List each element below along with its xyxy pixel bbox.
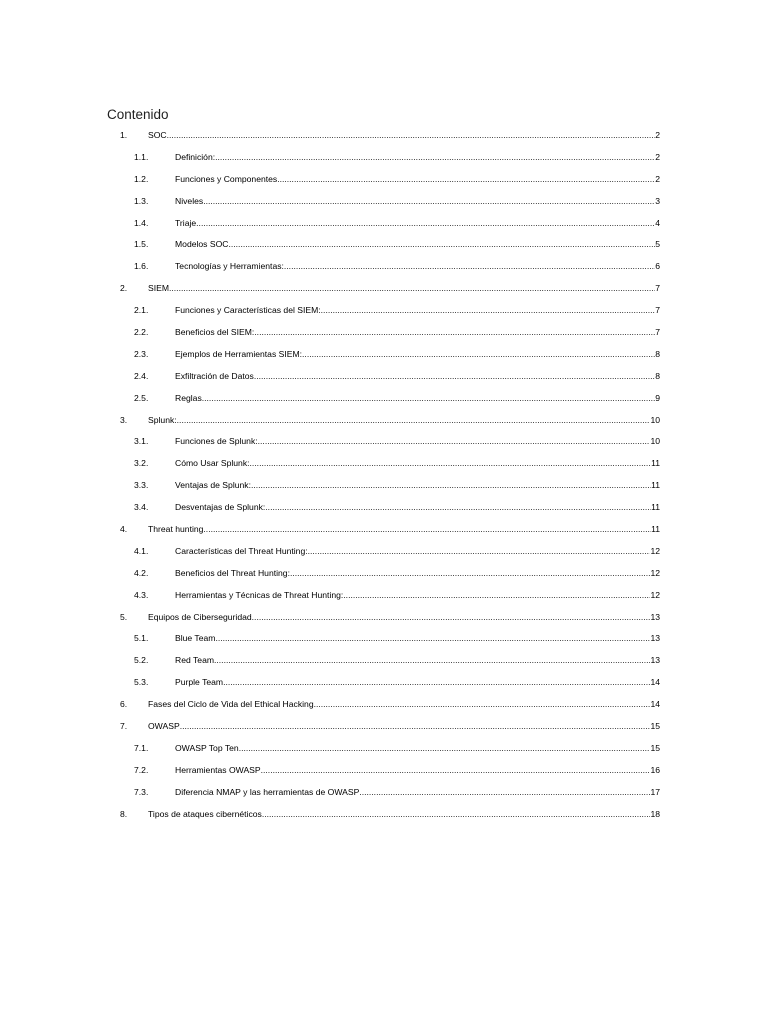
toc-dot-leader bbox=[265, 502, 651, 512]
toc-entry-number: 2. bbox=[120, 283, 128, 294]
toc-dot-leader bbox=[203, 524, 651, 534]
toc-entry-title[interactable]: Funciones de Splunk: bbox=[175, 436, 258, 447]
toc-entry-number: 8. bbox=[120, 808, 128, 819]
toc-dot-leader bbox=[321, 305, 656, 315]
toc-entry[interactable] bbox=[0, 540, 768, 562]
toc-entry-page[interactable]: 10 bbox=[650, 436, 660, 447]
toc-dot-leader bbox=[261, 765, 651, 775]
toc-entry-line bbox=[148, 415, 660, 425]
toc-entry-line bbox=[175, 546, 660, 556]
toc-dot-leader bbox=[215, 633, 650, 643]
toc-entry-title[interactable]: SIEM bbox=[148, 283, 170, 294]
toc-entry-line bbox=[175, 677, 660, 687]
toc-dot-leader bbox=[214, 655, 650, 665]
toc-entry-number: 5.1. bbox=[134, 633, 149, 644]
toc-entry[interactable] bbox=[0, 190, 768, 212]
toc-entry-line bbox=[175, 743, 660, 753]
toc-entry-title[interactable]: Herramientas y Técnicas de Threat Hunting: bbox=[175, 589, 344, 600]
toc-dot-leader bbox=[169, 283, 655, 293]
toc-entry[interactable] bbox=[0, 803, 768, 825]
toc-dot-leader bbox=[177, 415, 651, 425]
toc-list bbox=[0, 124, 768, 825]
toc-dot-leader bbox=[254, 371, 655, 381]
toc-entry-title[interactable]: Fases del Ciclo de Vida del Ethical Hacking bbox=[148, 699, 314, 710]
toc-entry-line bbox=[148, 809, 660, 819]
toc-entry-title[interactable]: Modelos SOC bbox=[175, 239, 229, 250]
toc-entry-line bbox=[175, 152, 660, 162]
toc-entry[interactable] bbox=[0, 496, 768, 518]
toc-entry-number: 5.2. bbox=[134, 655, 149, 666]
toc-dot-leader bbox=[202, 393, 655, 403]
toc-entry-line bbox=[175, 261, 660, 271]
toc-entry[interactable] bbox=[0, 584, 768, 606]
toc-dot-leader bbox=[223, 677, 650, 687]
toc-entry[interactable] bbox=[0, 606, 768, 628]
toc-entry-number: 7.3. bbox=[134, 786, 149, 797]
toc-entry-number: 4.3. bbox=[134, 589, 149, 600]
toc-entry-line bbox=[175, 196, 660, 206]
toc-entry-title[interactable]: Niveles bbox=[175, 195, 204, 206]
toc-entry-line bbox=[175, 458, 660, 468]
toc-entry-line bbox=[148, 612, 660, 622]
toc-entry-line bbox=[175, 393, 660, 403]
toc-entry[interactable] bbox=[0, 781, 768, 803]
toc-dot-leader bbox=[252, 612, 651, 622]
toc-dot-leader bbox=[167, 130, 656, 140]
toc-entry-line bbox=[148, 130, 660, 140]
toc-entry[interactable] bbox=[0, 365, 768, 387]
toc-entry-page[interactable]: 12 bbox=[650, 567, 660, 578]
toc-entry-number: 1. bbox=[120, 130, 128, 140]
toc-entry-page[interactable]: 15 bbox=[650, 742, 660, 753]
toc-entry[interactable] bbox=[0, 474, 768, 496]
toc-entry[interactable] bbox=[0, 452, 768, 474]
toc-entry-line bbox=[175, 502, 660, 512]
toc-entry-line bbox=[148, 524, 660, 534]
toc-entry-title[interactable]: Triaje bbox=[175, 217, 197, 228]
toc-entry-title[interactable]: Tipos de ataques cibernéticos bbox=[148, 808, 262, 819]
toc-entry-line bbox=[148, 721, 660, 731]
toc-entry-page[interactable]: 3 bbox=[655, 195, 660, 206]
toc-entry-number: 4. bbox=[120, 524, 128, 535]
toc-entry-page[interactable]: 11 bbox=[651, 502, 660, 513]
toc-dot-leader bbox=[250, 458, 652, 468]
toc-entry-line bbox=[148, 283, 660, 293]
toc-dot-leader bbox=[203, 196, 655, 206]
toc-entry-number: 3.3. bbox=[134, 480, 149, 491]
toc-entry[interactable] bbox=[0, 321, 768, 343]
toc-entry-line bbox=[175, 239, 660, 249]
toc-entry-line bbox=[175, 436, 660, 446]
toc-dot-leader bbox=[254, 327, 655, 337]
toc-entry-page[interactable]: 7 bbox=[655, 283, 660, 294]
toc-entry-number: 2.3. bbox=[134, 348, 149, 359]
toc-entry-title[interactable]: Cómo Usar Splunk: bbox=[175, 458, 250, 469]
toc-entry-page[interactable]: 11 bbox=[651, 458, 660, 469]
toc-dot-leader bbox=[180, 721, 651, 731]
toc-entry-title[interactable]: Splunk: bbox=[148, 414, 177, 425]
toc-entry[interactable] bbox=[0, 649, 768, 671]
toc-entry-title[interactable]: Threat hunting bbox=[148, 524, 204, 535]
toc-dot-leader bbox=[277, 174, 655, 184]
toc-entry[interactable] bbox=[0, 671, 768, 693]
toc-entry-number: 3.1. bbox=[134, 436, 149, 447]
toc-entry-title[interactable]: OWASP Top Ten bbox=[175, 742, 239, 753]
toc-entry-number: 1.4. bbox=[134, 217, 149, 228]
toc-entry-title[interactable]: Herramientas OWASP bbox=[175, 764, 261, 775]
toc-entry-line bbox=[175, 349, 660, 359]
toc-entry[interactable] bbox=[0, 299, 768, 321]
toc-entry-title[interactable]: Equipos de Ciberseguridad bbox=[148, 611, 252, 622]
toc-entry-number: 5.3. bbox=[134, 677, 149, 688]
toc-entry-line bbox=[148, 699, 660, 709]
toc-entry-title[interactable]: Funciones y Características del SIEM: bbox=[175, 305, 321, 316]
toc-entry-page[interactable]: 15 bbox=[650, 721, 660, 732]
toc-entry-line bbox=[175, 305, 660, 315]
toc-entry-line bbox=[175, 371, 660, 381]
toc-entry-page[interactable]: 5 bbox=[655, 239, 660, 250]
toc-dot-leader bbox=[239, 743, 651, 753]
toc-entry[interactable] bbox=[0, 343, 768, 365]
toc-entry-page[interactable]: 13 bbox=[650, 655, 660, 666]
toc-entry-title[interactable]: Ejemplos de Herramientas SIEM: bbox=[175, 348, 303, 359]
toc-entry-line bbox=[175, 568, 660, 578]
toc-entry-line bbox=[175, 174, 660, 184]
toc-entry-line bbox=[175, 633, 660, 643]
toc-entry-title[interactable]: Reglas bbox=[175, 392, 202, 403]
toc-dot-leader bbox=[359, 787, 650, 797]
toc-dot-leader bbox=[196, 218, 655, 228]
toc-entry-number: 2.2. bbox=[134, 327, 149, 338]
toc-entry[interactable] bbox=[0, 562, 768, 584]
toc-entry-number: 3.4. bbox=[134, 502, 149, 513]
toc-entry-title[interactable]: Diferencia NMAP y las herramientas de OWASP bbox=[175, 786, 360, 797]
toc-entry-page[interactable]: 6 bbox=[655, 261, 660, 272]
toc-entry-page[interactable]: 10 bbox=[650, 414, 660, 425]
toc-entry-page[interactable]: 7 bbox=[655, 327, 660, 338]
toc-entry[interactable] bbox=[0, 430, 768, 452]
toc-entry-page[interactable]: 14 bbox=[650, 677, 660, 688]
toc-entry[interactable] bbox=[0, 627, 768, 649]
toc-entry-title[interactable]: Definición: bbox=[175, 151, 216, 162]
toc-entry-number: 7.1. bbox=[134, 742, 149, 753]
toc-entry-title[interactable]: Blue Team bbox=[175, 633, 216, 644]
toc-entry[interactable] bbox=[0, 693, 768, 715]
toc-entry-page[interactable]: 11 bbox=[651, 524, 660, 535]
toc-entry-page[interactable]: 4 bbox=[655, 217, 660, 228]
toc-dot-leader bbox=[314, 699, 651, 709]
toc-entry[interactable] bbox=[0, 387, 768, 409]
toc-dot-leader bbox=[251, 480, 651, 490]
toc-entry-page[interactable]: 18 bbox=[650, 808, 660, 819]
toc-entry[interactable] bbox=[0, 212, 768, 234]
toc-entry-page[interactable]: 7 bbox=[655, 305, 660, 316]
toc-entry-title[interactable]: Purple Team bbox=[175, 677, 224, 688]
toc-dot-leader bbox=[229, 239, 656, 249]
toc-entry-number: 4.2. bbox=[134, 567, 149, 578]
toc-entry-title[interactable]: OWASP bbox=[148, 721, 180, 732]
toc-dot-leader bbox=[343, 590, 650, 600]
toc-entry-number: 7.2. bbox=[134, 764, 149, 775]
toc-entry-page[interactable]: 17 bbox=[650, 786, 660, 797]
toc-entry[interactable] bbox=[0, 124, 768, 146]
toc-entry-number: 1.2. bbox=[134, 173, 149, 184]
toc-entry-number: 1.6. bbox=[134, 261, 149, 272]
toc-dot-leader bbox=[215, 152, 655, 162]
toc-entry[interactable] bbox=[0, 168, 768, 190]
toc-entry-page[interactable]: 11 bbox=[651, 480, 660, 491]
toc-entry[interactable] bbox=[0, 409, 768, 431]
toc-entry-line bbox=[175, 787, 660, 797]
toc-entry-number: 3.2. bbox=[134, 458, 149, 469]
toc-dot-leader bbox=[284, 261, 655, 271]
toc-entry[interactable] bbox=[0, 715, 768, 737]
toc-dot-leader bbox=[262, 809, 651, 819]
toc-entry-number: 7. bbox=[120, 721, 128, 732]
toc-entry-line bbox=[175, 590, 660, 600]
toc-entry-title[interactable]: Características del Threat Hunting: bbox=[175, 545, 308, 556]
toc-entry-page[interactable]: 2 bbox=[655, 130, 660, 140]
toc-entry-number: 6. bbox=[120, 699, 128, 710]
toc-entry-number: 2.5. bbox=[134, 392, 149, 403]
toc-entry-line bbox=[175, 765, 660, 775]
toc-entry-page[interactable]: 13 bbox=[650, 633, 660, 644]
toc-entry-page[interactable]: 9 bbox=[655, 392, 660, 403]
toc-dot-leader bbox=[258, 436, 651, 446]
toc-dot-leader bbox=[308, 546, 651, 556]
toc-dot-leader bbox=[290, 568, 650, 578]
toc-entry-number: 2.1. bbox=[134, 305, 149, 316]
toc-entry-title[interactable]: SOC bbox=[148, 130, 167, 140]
toc-entry[interactable] bbox=[0, 233, 768, 255]
toc-entry-page[interactable]: 2 bbox=[655, 151, 660, 162]
toc-entry-page[interactable]: 12 bbox=[650, 545, 660, 556]
toc-entry-title[interactable]: Desventajas de Splunk: bbox=[175, 502, 266, 513]
toc-entry-title[interactable]: Red Team bbox=[175, 655, 215, 666]
toc-entry-number: 1.1. bbox=[134, 151, 149, 162]
toc-entry-number: 4.1. bbox=[134, 545, 149, 556]
toc-title: Contenido bbox=[107, 107, 169, 122]
toc-entry-page[interactable]: 12 bbox=[650, 589, 660, 600]
toc-entry-page[interactable]: 16 bbox=[650, 764, 660, 775]
toc-entry-title[interactable]: Beneficios del SIEM: bbox=[175, 327, 255, 338]
toc-entry-number: 3. bbox=[120, 414, 128, 425]
toc-entry-page[interactable]: 13 bbox=[650, 611, 660, 622]
toc-entry-page[interactable]: 8 bbox=[655, 370, 660, 381]
toc-entry-number: 1.3. bbox=[134, 195, 149, 206]
toc-entry-line bbox=[175, 480, 660, 490]
toc-entry[interactable] bbox=[0, 277, 768, 299]
toc-entry-title[interactable]: Tecnologías y Herramientas: bbox=[175, 261, 284, 272]
toc-entry-line bbox=[175, 655, 660, 665]
toc-entry[interactable] bbox=[0, 518, 768, 540]
toc-entry-line bbox=[175, 327, 660, 337]
toc-entry-page[interactable]: 8 bbox=[655, 348, 660, 359]
toc-entry[interactable] bbox=[0, 146, 768, 168]
toc-entry-page[interactable]: 14 bbox=[650, 699, 660, 710]
toc-dot-leader bbox=[302, 349, 655, 359]
toc-entry-title[interactable]: Exfiltración de Datos bbox=[175, 370, 254, 381]
toc-entry[interactable] bbox=[0, 255, 768, 277]
toc-entry[interactable] bbox=[0, 759, 768, 781]
toc-entry-title[interactable]: Beneficios del Threat Hunting: bbox=[175, 567, 290, 578]
toc-entry-title[interactable]: Funciones y Componentes bbox=[175, 173, 278, 184]
toc-entry-number: 5. bbox=[120, 611, 128, 622]
toc-entry[interactable] bbox=[0, 737, 768, 759]
toc-entry-line bbox=[175, 218, 660, 228]
toc-entry-title[interactable]: Ventajas de Splunk: bbox=[175, 480, 251, 491]
toc-entry-page[interactable]: 2 bbox=[655, 173, 660, 184]
toc-entry-number: 2.4. bbox=[134, 370, 149, 381]
toc-entry-number: 1.5. bbox=[134, 239, 149, 250]
